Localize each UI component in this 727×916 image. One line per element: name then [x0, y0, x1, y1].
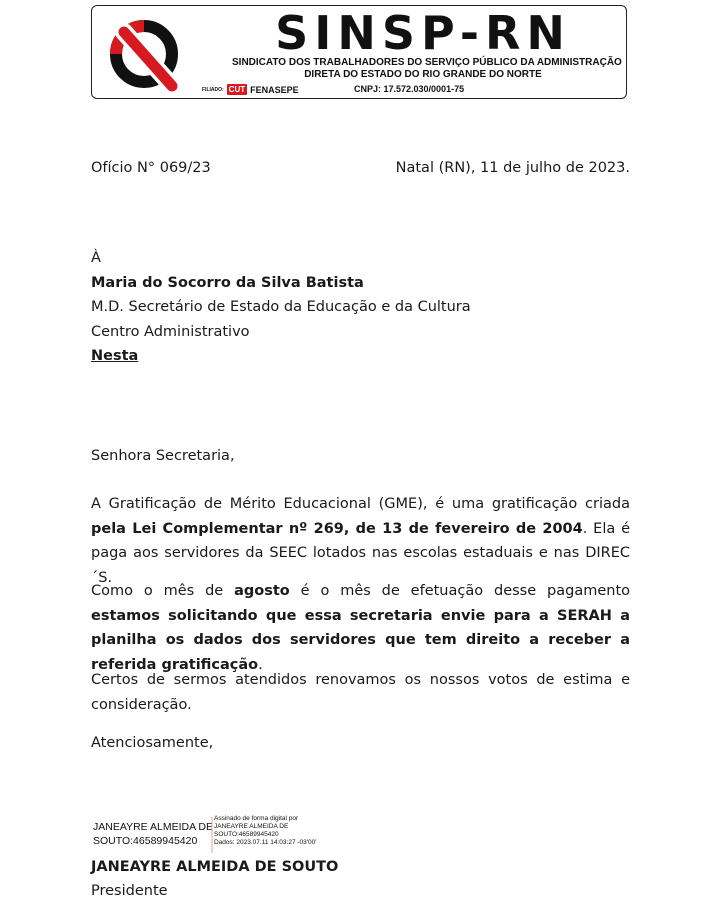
p2-text-c: . [258, 656, 263, 673]
recipient-location: Centro Administrativo [91, 323, 250, 340]
recipient-nesta: Nesta [91, 348, 139, 365]
p1-text-b: . Ela é paga aos servidores da SEEC lotados nas escolas estaduais e nas DIREC´S. [91, 520, 630, 586]
recipient-role: M.D. Secretário de Estado da Educação e da Cultura [91, 299, 471, 316]
digital-signature [91, 815, 391, 855]
place-date: Natal (RN), 11 de julho de 2023. [395, 160, 630, 176]
p2-request: estamos solicitando que essa secretaria envie para a SERAH a planilha os dados dos servidores que tem direito a receber a referida gratificação [91, 607, 630, 673]
org-name-line1: SINDICATO DOS TRABALHADORES DO SERVIÇO PÚBLICO DA ADMINISTRAÇÃO [232, 57, 622, 68]
digital-signature-details [214, 815, 316, 847]
fenasepe-label: FENASEPE [250, 84, 299, 95]
digital-signature-name-line2: SOUTO:46589945420 [93, 835, 198, 847]
reference-line [91, 156, 630, 181]
p2-text-b: é o mês de efetuação desse pagamento [289, 583, 630, 599]
sig-detail-line: SOUTO:46589945420 [214, 831, 279, 838]
recipient-name: Maria do Socorro da Silva Batista [91, 274, 364, 291]
sinsp-logo-icon [106, 12, 194, 92]
document-reference: Ofício N° 069/23 [91, 160, 211, 176]
salutation: Senhora Secretaria, [91, 448, 235, 464]
affiliation [202, 84, 299, 95]
closing: Atenciosamente, [91, 735, 214, 751]
recipient-block [91, 246, 630, 369]
paragraph-3: Certos de sermos atendidos renovamos os nossos votos de estima e consideração. [91, 672, 630, 713]
sig-detail-line: Assinado de forma digital por [214, 815, 299, 822]
p1-text-a: A Gratificação de Mérito Educacional (GME), é uma gratificação criada [91, 496, 630, 512]
digital-signature-name-line1: JANEAYRE ALMEIDA DE [93, 821, 214, 833]
p2-month: agosto [234, 583, 290, 599]
p2-text-a: Como o mês de [91, 583, 235, 599]
org-acronym: SINSP-RN [275, 6, 571, 60]
org-cnpj: CNPJ: 17.572.030/0001-75 [354, 84, 465, 94]
digital-signature-name [93, 820, 213, 848]
affiliation-label: FILIADO: [202, 86, 224, 93]
letterhead [91, 5, 627, 99]
paragraph-2 [91, 579, 630, 677]
p1-law-reference: pela Lei Complementar nº 269, de 13 de fevereiro de 2004 [91, 520, 583, 537]
sig-detail-line: Dados: 2023.07.11 14:03:27 -03'00' [214, 839, 317, 846]
recipient-prefix: À [91, 250, 101, 266]
signature-divider [211, 817, 213, 853]
org-name-line2: DIRETA DO ESTADO DO RIO GRANDE DO NORTE [304, 69, 542, 80]
signer-title: Presidente [91, 883, 168, 899]
sig-detail-line: JANEAYRE ALMEIDA DE [214, 823, 289, 830]
signer-name: JANEAYRE ALMEIDA DE SOUTO [91, 859, 339, 875]
org-name [232, 57, 622, 81]
paragraph-1 [91, 492, 630, 590]
cut-logo: CUT [228, 85, 246, 94]
